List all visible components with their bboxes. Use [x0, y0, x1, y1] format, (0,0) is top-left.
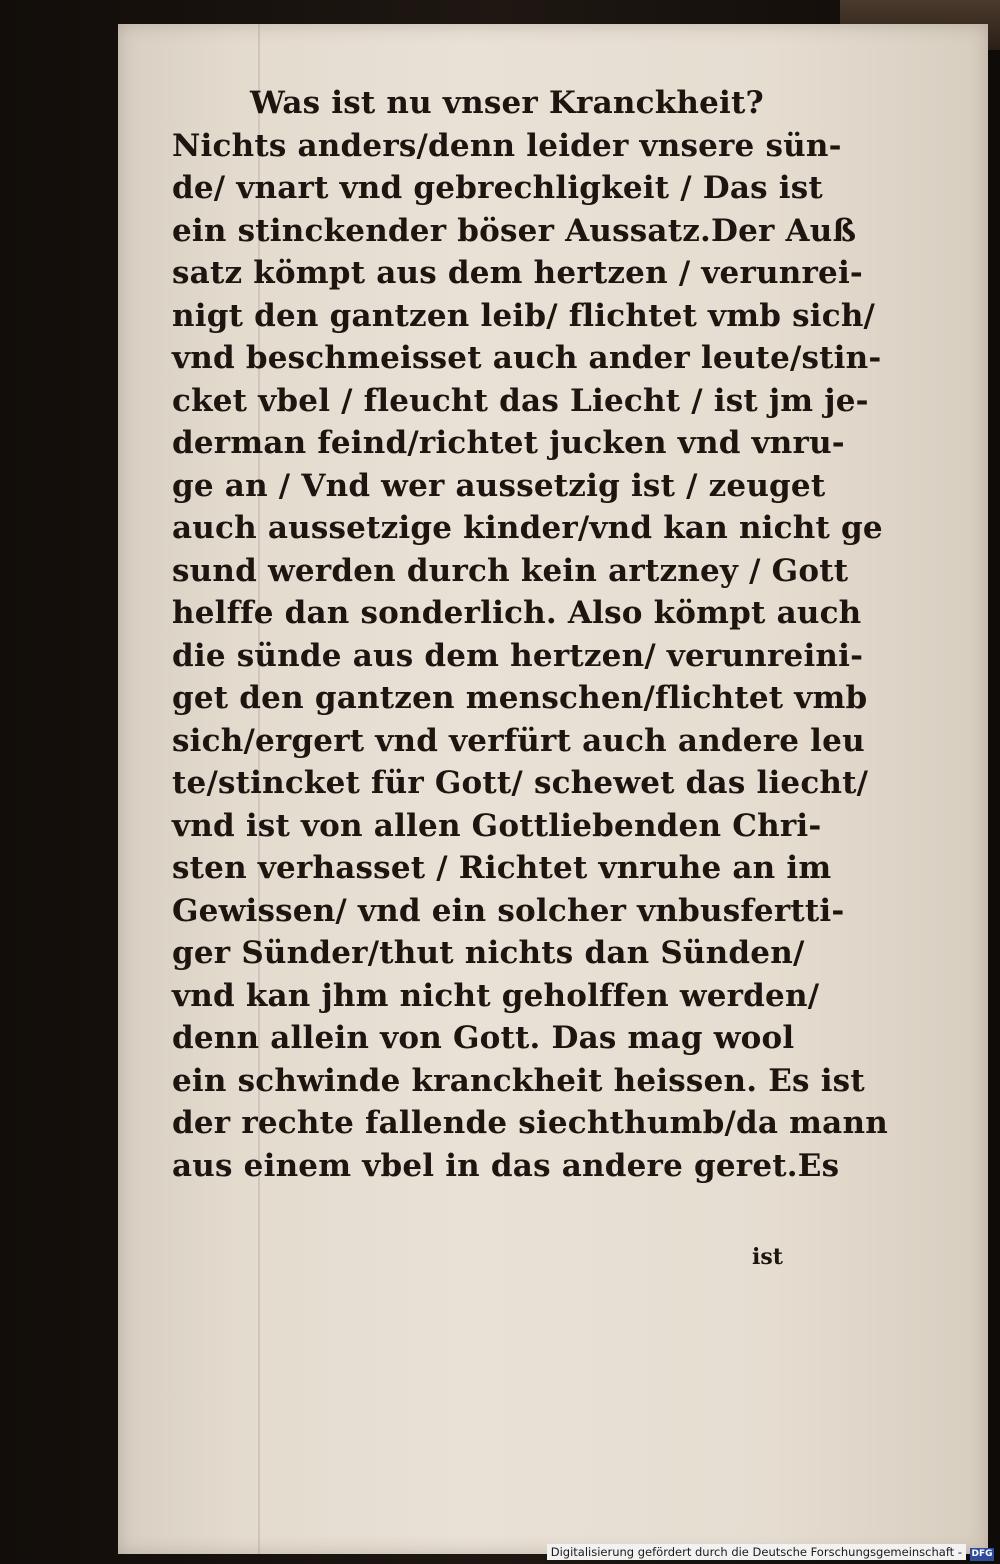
- text-line: Nichts anders/denn leider vnsere sün-: [172, 127, 842, 164]
- text-line: die sünde aus dem hertzen/ verunreini-: [172, 637, 864, 674]
- catchword: ist: [752, 1244, 783, 1270]
- text-line: ein stinckender böser Aussatz.Der Auß: [172, 212, 857, 249]
- text-line: ge an / Vnd wer aussetzig ist / zeuget: [172, 467, 826, 504]
- text-line: te/stincket für Gott/ schewet das liecht/: [172, 765, 869, 801]
- text-line: Gewissen/ vnd ein solcher vnbusfertti-: [172, 892, 845, 929]
- text-line: vnd beschmeisset auch ander leute/stin-: [172, 340, 882, 376]
- text-line: auch aussetzige kinder/vnd kan nicht ge: [172, 510, 883, 546]
- text-line: vnd ist von allen Gottliebenden Chri-: [172, 807, 822, 844]
- text-line: satz kömpt aus dem hertzen / verunrei-: [172, 255, 863, 291]
- text-line: ger Sünder/thut nichts dan Sünden/: [172, 935, 805, 971]
- text-line: sten verhasset / Richtet vnruhe an im: [172, 850, 832, 886]
- digitization-credit: Digitalisierung gefördert durch die Deutsche Forschungsgemeinschaft -: [547, 1544, 966, 1560]
- text-line: cket vbel / fleucht das Liecht / ist jm je-: [172, 382, 869, 419]
- text-line: der rechte fallende siechthumb/da mann: [172, 1105, 888, 1141]
- text-line: get den gantzen menschen/flichtet vmb: [172, 680, 868, 716]
- text-line: nigt den gantzen leib/ flichtet vmb sich/: [172, 297, 876, 334]
- text-line: de/ vnart vnd gebrechligkeit / Das ist: [172, 170, 823, 206]
- dfg-logo: DFG: [971, 1549, 993, 1559]
- text-line: vnd kan jhm nicht geholffen werden/: [172, 977, 820, 1014]
- text-line: sich/ergert vnd verfürt auch andere leu: [172, 722, 865, 759]
- text-line: denn allein von Gott. Das mag wool: [172, 1020, 795, 1056]
- text-line: derman feind/richtet jucken vnd vnru-: [172, 425, 845, 461]
- text-line: Was ist nu vnser Kranckheit?: [250, 85, 764, 121]
- text-line: ein schwinde kranckheit heissen. Es ist: [172, 1062, 865, 1099]
- text-line: helffe dan sonderlich. Also kömpt auch: [172, 595, 862, 631]
- page-text: [172, 82, 888, 1187]
- text-line: aus einem vbel in das andere geret.Es: [172, 1147, 840, 1184]
- text-line: sund werden durch kein artzney / Gott: [172, 552, 849, 589]
